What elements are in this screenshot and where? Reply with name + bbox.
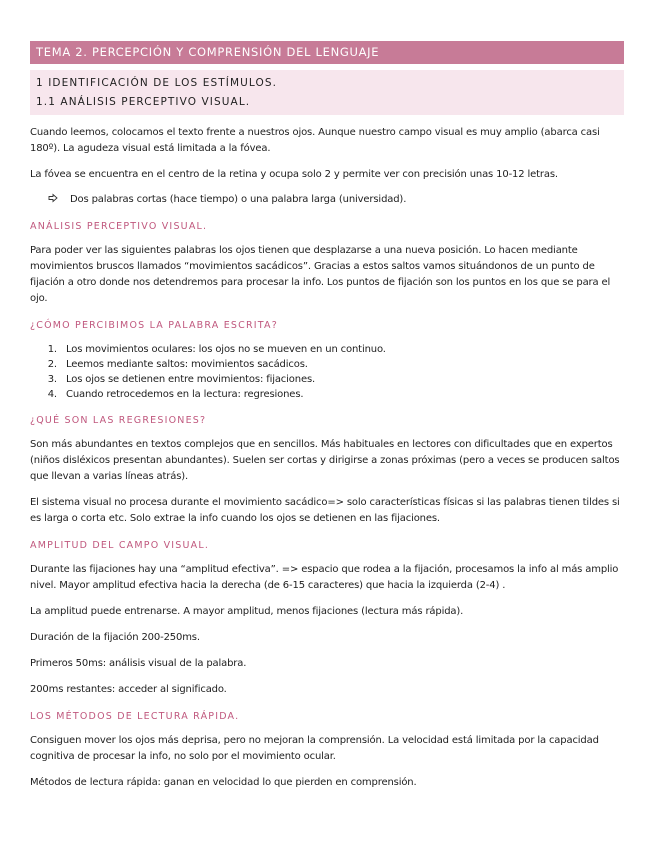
list-item: 4. Cuando retrocedemos en la lectura: regresiones. [60,387,624,402]
heading-identificacion: 1 IDENTIFICACIÓN DE LOS ESTÍMULOS. [36,77,278,89]
regresiones-paragraph-1: Son más abundantes en textos complejos que en sencillos. Más habituales en lectores con dificultades que en expertos (niños disléxicos presentan abundantes). Suelen ser cortas y dirigirse a zonas próximas (pero a veces se producen saltos que llevan a varias líneas atrás). [30,439,620,482]
section-heading-regresiones: ¿QUÉ SON LAS REGRESIONES? [30,415,207,426]
metodos-paragraph-1: Consiguen mover los ojos más deprisa, pero no mejoran la comprensión. La velocidad está limitada por la capacidad cognitiva de procesar la info, no solo por el movimiento ocular. [30,735,599,762]
arrow-list-item [30,192,624,208]
section-heading-como: ¿CÓMO PERCIBIMOS LA PALABRA ESCRITA? [30,320,278,331]
section-heading-analisis: ANÁLISIS PERCEPTIVO VISUAL. [30,221,208,232]
metodos-paragraph-2: Métodos de lectura rápida: ganan en velocidad lo que pierden en comprensión. [30,777,417,788]
intro-paragraph-2: La fóvea se encuentra en el centro de la retina y ocupa solo 2 y permite ver con precisión unas 10-12 letras. [30,169,558,180]
amplitud-paragraph-3: Duración de la fijación 200-250ms. [30,632,200,643]
list-item: 1. Los movimientos oculares: los ojos no se mueven en un continuo. [60,342,624,357]
amplitud-paragraph-2: La amplitud puede entrenarse. A mayor amplitud, menos fijaciones (lectura más rápida). [30,606,464,617]
heading-box [30,70,624,115]
analisis-paragraph: Para poder ver las siguientes palabras los ojos tienen que desplazarse a una nueva posición. Lo hacen mediante movimientos bruscos llamados “movimientos sacádicos”. Gracias a estos saltos vamos situándonos de un punto de fijación a otro donde nos detendremos para procesar la info. Los puntos de fijación son los puntos en los que se para el ojo. [30,245,611,304]
document-page [30,41,624,791]
section-heading-metodos: LOS MÉTODOS DE LECTURA RÁPIDA. [30,711,240,722]
como-list [30,342,624,402]
amplitud-paragraph-1: Durante las fijaciones hay una “amplitud efectiva”. => espacio que rodea a la fijación, procesamos la info al más amplio nivel. Mayor amplitud efectiva hacia la derecha (de 6-15 caracteres) que hacia la izquierda (2-4) . [30,564,619,591]
arrow-list-text: Dos palabras cortas (hace tiempo) o una palabra larga (universidad). [70,194,407,205]
list-item: 2. Leemos mediante saltos: movimientos sacádicos. [60,357,624,372]
regresiones-paragraph-2: El sistema visual no procesa durante el movimiento sacádico=> solo características físicas si las palabras tienen tildes si es larga o corta etc. Solo extrae la info cuando los ojos se detienen en las fijaciones. [30,497,620,524]
document-title: TEMA 2. PERCEPCIÓN Y COMPRENSIÓN DEL LENGUAJE [30,41,624,64]
amplitud-paragraph-4: Primeros 50ms: análisis visual de la palabra. [30,658,247,669]
list-item: 3. Los ojos se detienen entre movimientos: fijaciones. [60,372,624,387]
section-heading-amplitud: AMPLITUD DEL CAMPO VISUAL. [30,540,210,551]
intro-paragraph-1: Cuando leemos, colocamos el texto frente a nuestros ojos. Aunque nuestro campo visual es muy amplio (abarca casi 180º). La agudeza visual está limitada a la fóvea. [30,127,600,154]
heading-analisis-perceptivo: 1.1 ANÁLISIS PERCEPTIVO VISUAL. [36,96,251,108]
amplitud-paragraph-5: 200ms restantes: acceder al significado. [30,684,227,695]
arrow-bullet-icon [48,192,70,208]
